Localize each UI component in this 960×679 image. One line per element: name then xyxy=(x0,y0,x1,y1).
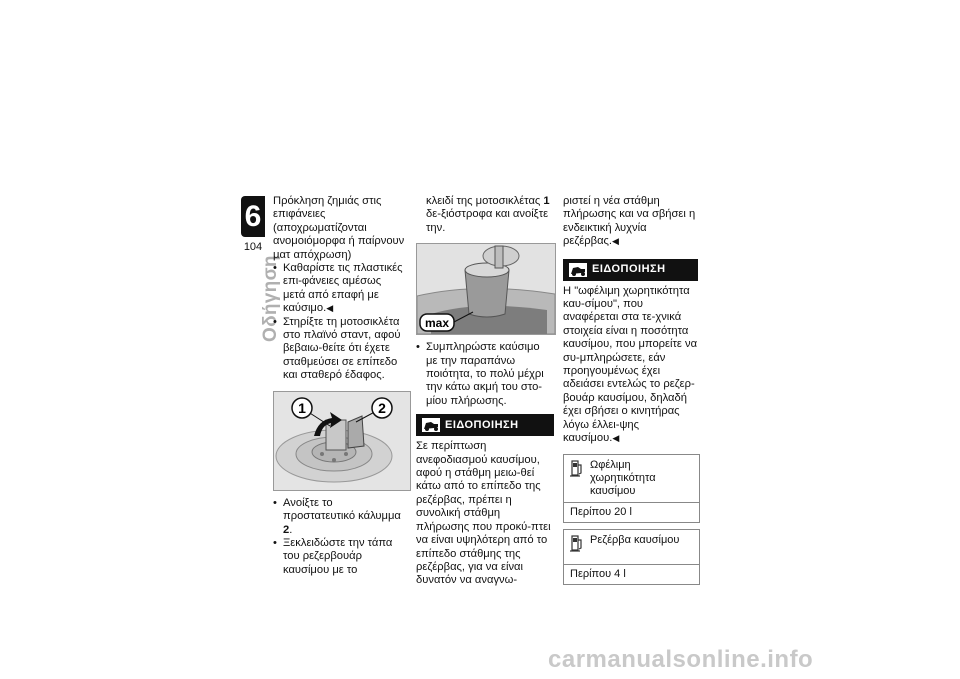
spec-header xyxy=(564,530,699,565)
warning-header xyxy=(563,259,698,281)
spec-header xyxy=(564,455,699,503)
spec-value: Περίπου 4 l xyxy=(570,567,626,580)
bullet-open-cover: • Ανοίξτε το προστατευτικό κάλυμμα 2. xyxy=(273,497,405,537)
figure-label-2: 2 xyxy=(378,399,386,416)
watermark: carmanualsonline.info xyxy=(548,646,814,673)
bullet-unlock-cap xyxy=(273,537,405,577)
fuel-cap-illustration xyxy=(274,392,410,490)
warning-title: ΕΙΔΟΠΟΙΗΣΗ xyxy=(445,418,519,431)
bullet-text: Ανοίξτε το προστατευτικό κάλυμμα xyxy=(283,496,401,523)
spec-value: Περίπου 20 l xyxy=(570,505,632,518)
continued-text xyxy=(416,195,554,235)
spec-usable-fuel-capacity xyxy=(563,454,700,523)
end-triangle-icon: ◀ xyxy=(612,236,619,247)
warning-text: Σε περίπτωση ανεφοδιασμού καυσίμου, αφού η στάθμη μειω-θεί κάτω από το επίπεδο της ρεζέρβας, πρέπει η συνολική στάθμη πλήρωσης που προκύ-πτει να είναι υψηλότερη από το επίπεδο στάθμης της ρεζέρβας, για να είναι δυνατόν να αναγνω- xyxy=(416,440,551,587)
fuel-filler-figure xyxy=(416,243,556,335)
bullet-text: Ξεκλειδώστε την τάπα του ρεζερβουάρ καυσίμου με το xyxy=(283,536,393,576)
bullet-clean-plastic xyxy=(273,262,405,316)
spec-fuel-reserve xyxy=(563,529,700,585)
bullet-text: Στηρίξτε τη μοτοσικλέτα στο πλαϊνό σταντ, αφού βεβαιω-θείτε ότι έχετε σταθμεύσει σε επίπεδο και σταθερό έδαφος. xyxy=(283,315,401,382)
warning-title: ΕΙΔΟΠΟΙΗΣΗ xyxy=(592,262,666,275)
part-reference: 1 xyxy=(543,195,550,207)
text-part: ριστεί η νέα στάθμη πλήρωσης και να σβήσει η ενδεικτική λυχνία ρεζέρβας. xyxy=(563,195,696,248)
part-reference: 2 xyxy=(283,523,290,536)
intro-text: Πρόκληση ζημιάς στις επιφάνειες (αποχρωματίζονται ανομοιόμορφα ή παίρνουν ματ απόχρωση) xyxy=(273,195,405,261)
continued-text xyxy=(563,195,698,249)
max-label: max xyxy=(424,316,450,331)
column-3 xyxy=(563,195,698,585)
column-1 xyxy=(273,195,405,577)
spec-label: Ωφέλιμη χωρητικότητα καυσίμου xyxy=(590,458,656,497)
warning-header xyxy=(416,414,554,436)
fuel-pump-icon xyxy=(570,459,590,498)
page-number: 104 xyxy=(243,241,263,253)
bullet-text: Συμπληρώστε καύσιμο με την παραπάνω ποιότητα, το πολύ μέχρι την κάτω ακμή του στο-μίου πλήρωσης. xyxy=(426,341,544,407)
end-triangle-icon: ◀ xyxy=(612,433,620,444)
motorcycle-warning-icon xyxy=(569,263,587,277)
bullet-fill-fuel xyxy=(416,341,554,408)
figure-label-1: 1 xyxy=(298,399,306,416)
chapter-title: Οδήγηση xyxy=(260,255,281,342)
chapter-title-vertical xyxy=(239,255,281,342)
spec-label: Ρεζέρβα καυσίμου xyxy=(590,533,680,546)
bullet-side-stand xyxy=(273,316,405,383)
chapter-number-tab: 6 xyxy=(241,196,265,237)
text-part: Η "ωφέλιμη χωρητικότητα καυ-σίμου", που αναφέρεται στα τε-χνικά στοιχεία είναι η ποσότητα καυσίμου, που μπορείτε να συ-μπληρώσετε, εάν προηγουμένως έχει αδειάσει εντελώς το ρεζερ-βουάρ καυσίμου, δηλαδή έχει σβήσει ο κινητήρας λόγω έλλει-ψης καυσίμου. xyxy=(563,284,698,445)
motorcycle-warning-icon xyxy=(422,418,440,432)
fuel-filler-illustration xyxy=(417,244,555,334)
warning-text xyxy=(563,285,698,446)
text-part: δε-ξιόστροφα και ανοίξτε την. xyxy=(426,208,549,234)
fuel-pump-icon xyxy=(570,534,590,560)
bullet-text: Καθαρίστε τις πλαστικές επι-φάνειες αμέσως μετά από επαφή με καύσιμο. xyxy=(283,262,403,315)
column-2 xyxy=(416,195,554,588)
fuel-cap-figure xyxy=(273,391,411,491)
text-part: κλειδί της μοτοσικλέτας xyxy=(426,195,544,207)
end-triangle-icon: ◀ xyxy=(326,303,334,314)
